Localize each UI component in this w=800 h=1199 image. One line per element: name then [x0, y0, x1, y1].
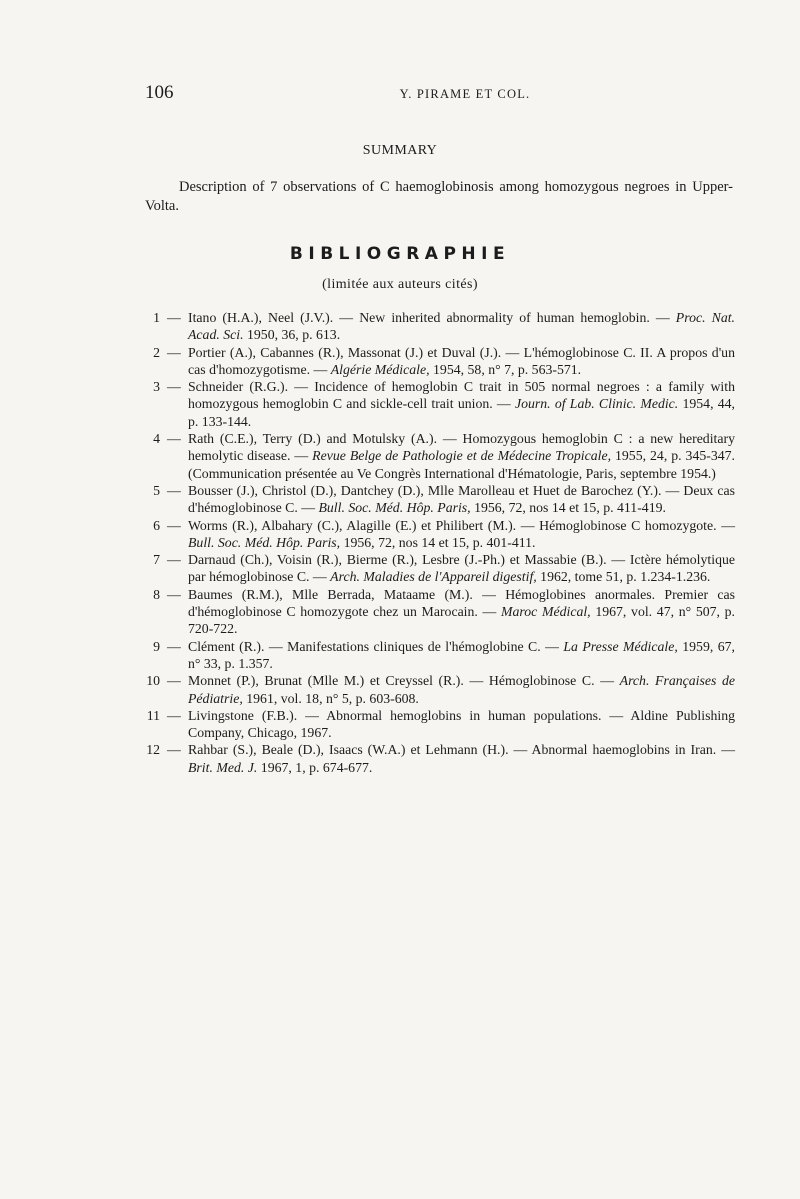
- reference-item: 11 — Livingstone (F.B.). — Abnormal hemoglobins in human populations. — Aldine Publishing Company, Chicago, 1967.: [146, 707, 735, 741]
- reference-journal: Arch. Françaises de Pédiatrie,: [188, 673, 735, 706]
- reference-title: — L'hémoglobinose C. II. A propos d'un cas d'homozygotisme. —: [188, 344, 735, 377]
- reference-number: 11: [146, 707, 160, 723]
- reference-journal: Brit. Med. J.: [188, 759, 258, 775]
- reference-authors: Portier (A.), Cabannes (R.), Massonat (J.) et Duval (J.).: [188, 344, 502, 360]
- bibliography-heading: BIBLIOGRAPHIE: [289, 244, 511, 264]
- reference-authors: Worms (R.), Albahary (C.), Alagille (E.) et Philibert (M.).: [188, 517, 517, 533]
- reference-details: 1961, vol. 18, n° 5, p. 603-608.: [242, 690, 419, 706]
- reference-details: 1967, 1, p. 674-677.: [257, 759, 373, 775]
- reference-number: 1: [153, 310, 160, 325]
- reference-journal: La Presse Médicale,: [563, 638, 678, 654]
- reference-title: — Homozygous hemoglobin C : a new hereditary hemolytic disease. —: [188, 431, 735, 464]
- reference-details: 1954, 58, n° 7, p. 563-571.: [429, 361, 582, 377]
- reference-item: 9 — Clément (R.). — Manifestations cliniques de l'hémoglobine C. — La Presse Médicale, 1959, 67, n° 33, p. 1.357.: [145, 638, 735, 673]
- reference-authors: Rahbar (S.), Beale (D.), Isaacs (W.A.) et Lehmann (H.).: [188, 742, 509, 758]
- page-header: [145, 82, 745, 106]
- reference-authors: Schneider (R.G.).: [188, 379, 289, 395]
- reference-item: 7 — Darnaud (Ch.), Voisin (R.), Bierme (R.), Lesbre (J.-Ph.) et Massabie (B.). — Ictère hémolytique par hémoglobinose C. — Arch. Maladies de l'Appareil digestif, 1962, tome 51, p. 1.234-1.236.: [145, 551, 735, 586]
- reference-item: 12 — Rahbar (S.), Beale (D.), Isaacs (W.A.) et Lehmann (H.). — Abnormal haemoglobins in Iran. — Brit. Med. J. 1967, 1, p. 674-677.: [146, 742, 735, 775]
- reference-authors: Rath (C.E.), Terry (D.) and Motulsky (A.).: [188, 431, 438, 447]
- reference-details: 1955, 24, p. 345-347. (Communication présentée au Ve Congrès International d'Hématologie, Paris, septembre 1954.): [188, 448, 735, 481]
- reference-title: — Abnormal hemoglobins in human populations. — Aldine Publishing Company, Chicago, 1967.: [188, 707, 735, 741]
- bibliography-subtitle: (limitée aux auteurs cités): [322, 277, 478, 292]
- reference-title: — Abnormal haemoglobins in Iran. —: [508, 742, 735, 758]
- reference-authors: Monnet (P.), Brunat (Mlle M.) et Creyssel (R.).: [188, 673, 464, 689]
- reference-title: — Hémoglobinose C. —: [463, 673, 620, 689]
- reference-journal: Proc. Nat. Acad. Sci.: [188, 310, 736, 343]
- reference-authors: Baumes (R.M.), Mlle Berrada, Mataame (M.).: [188, 586, 473, 602]
- reference-authors: Bousser (J.), Christol (D.), Dantchey (D.), Mlle Marolleau et Huet de Barochez (Y.).: [188, 482, 662, 498]
- reference-item: 10 — Monnet (P.), Brunat (Mlle M.) et Creyssel (R.). — Hémoglobinose C. — Arch. Françaises de Pédiatrie, 1961, vol. 18, n° 5, p. 603-608.: [146, 673, 735, 706]
- reference-title: — Ictère hémolytique par hémoglobinose C. —: [188, 552, 736, 585]
- reference-title: — Hémoglobinose C homozygote. —: [516, 517, 735, 533]
- reference-title: — Deux cas d'hémoglobinose C. —: [188, 482, 735, 516]
- reference-details: 1956, 72, nos 14 et 15, p. 411-419.: [470, 500, 666, 516]
- reference-item: 6 — Worms (R.), Albahary (C.), Alagille (E.) et Philibert (M.). — Hémoglobinose C homozygote. — Bull. Soc. Méd. Hôp. Paris, 1956, 72, nos 14 et 15, p. 401-411.: [145, 517, 735, 552]
- reference-item: 2 — Portier (A.), Cabannes (R.), Massonat (J.) et Duval (J.). — L'hémoglobinose C. II. A propos d'un cas d'homozygotisme. — Algérie Médicale, 1954, 58, n° 7, p. 563-571.: [145, 344, 735, 379]
- reference-number: 10: [146, 673, 160, 689]
- page-number: 106: [145, 82, 174, 103]
- reference-journal: Algérie Médicale,: [330, 361, 430, 377]
- reference-details: 1954, 44, p. 133-144.: [188, 396, 735, 429]
- reference-number: 4: [153, 431, 160, 447]
- summary-paragraph: Description of 7 observations of C haemoglobinosis among homozygous negroes in Upper-Volta.: [145, 179, 733, 214]
- reference-journal: Maroc Médical,: [501, 604, 591, 620]
- reference-details: 1962, tome 51, p. 1.234-1.236.: [536, 569, 711, 585]
- reference-details: 1959, 67, n° 33, p. 1.357.: [188, 638, 735, 671]
- reference-journal: Journ. of Lab. Clinic. Medic.: [514, 396, 679, 412]
- reference-item: 8 — Baumes (R.M.), Mlle Berrada, Mataame (M.). — Hémoglobines anormales. Premier cas d'hémoglobinose C homozygote chez un Marocain. — Maroc Médical, 1967, vol. 47, n° 507, p. 720-722.: [145, 586, 735, 638]
- reference-journal: Revue Belge de Pathologie et de Médecine Tropicale,: [312, 448, 612, 464]
- reference-details: 1956, 72, nos 14 et 15, p. 401-411.: [340, 534, 536, 550]
- reference-item: 3 — Schneider (R.G.). — Incidence of hemoglobin C trait in 505 normal negroes : a family with homozygous hemoglobin C and sickle-cell trait union. — Journ. of Lab. Clinic. Medic. 1954, 44, p. 133-144.: [145, 378, 735, 430]
- reference-number: 9: [153, 638, 160, 654]
- reference-item: 5 — Bousser (J.), Christol (D.), Dantchey (D.), Mlle Marolleau et Huet de Barochez (Y.). — Deux cas d'hémoglobinose C. — Bull. Soc. Méd. Hôp. Paris, 1956, 72, nos 14 et 15, p. 411-419.: [145, 482, 735, 517]
- reference-item: 1 — Itano (H.A.), Neel (J.V.). — New inherited abnormality of human hemoglobin. — Proc. Nat. Acad. Sci. 1950, 36, p. 613.: [145, 309, 735, 344]
- reference-authors: Darnaud (Ch.), Voisin (R.), Bierme (R.), Lesbre (J.-Ph.) et Massabie (B.).: [188, 552, 607, 568]
- reference-journal: Bull. Soc. Méd. Hôp. Paris,: [318, 500, 471, 516]
- reference-details: 1950, 36, p. 613.: [243, 327, 341, 343]
- reference-number: 2: [153, 344, 160, 360]
- reference-title: — Incidence of hemoglobin C trait in 505 normal negroes : a family with homozygous hemoglobin C and sickle-cell trait union. —: [188, 379, 735, 412]
- running-head: Y. PIRAME ET COL.: [399, 87, 531, 101]
- summary-heading: SUMMARY: [362, 143, 438, 158]
- reference-number: 3: [153, 379, 160, 395]
- reference-journal: Bull. Soc. Méd. Hôp. Paris,: [188, 534, 341, 550]
- reference-authors: Clément (R.).: [188, 638, 265, 654]
- reference-list: [145, 309, 735, 776]
- reference-number: 12: [146, 742, 160, 758]
- reference-number: 7: [153, 552, 160, 568]
- reference-details: 1967, vol. 47, n° 507, p. 720-722.: [188, 604, 735, 637]
- reference-journal: Arch. Maladies de l'Appareil digestif,: [330, 569, 537, 585]
- reference-number: 6: [153, 517, 160, 533]
- reference-number: 8: [153, 586, 160, 602]
- reference-title: — Hémoglobines anormales. Premier cas d'hémoglobinose C homozygote chez un Marocain. —: [188, 586, 735, 620]
- reference-authors: Livingstone (F.B.).: [188, 707, 298, 723]
- reference-title: — New inherited abnormality of human hemoglobin. —: [333, 310, 676, 325]
- reference-authors: Itano (H.A.), Neel (J.V.).: [188, 310, 334, 325]
- reference-item: 4 — Rath (C.E.), Terry (D.) and Motulsky (A.). — Homozygous hemoglobin C : a new hereditary hemolytic disease. — Revue Belge de Pathologie et de Médecine Tropicale, 1955, 24, p. 345-347. (Communication présentée au Ve Congrès International d'Hématologie, Paris, septembre 1954.): [145, 430, 735, 482]
- reference-title: — Manifestations cliniques de l'hémoglobine C. —: [264, 638, 564, 654]
- reference-number: 5: [153, 482, 160, 498]
